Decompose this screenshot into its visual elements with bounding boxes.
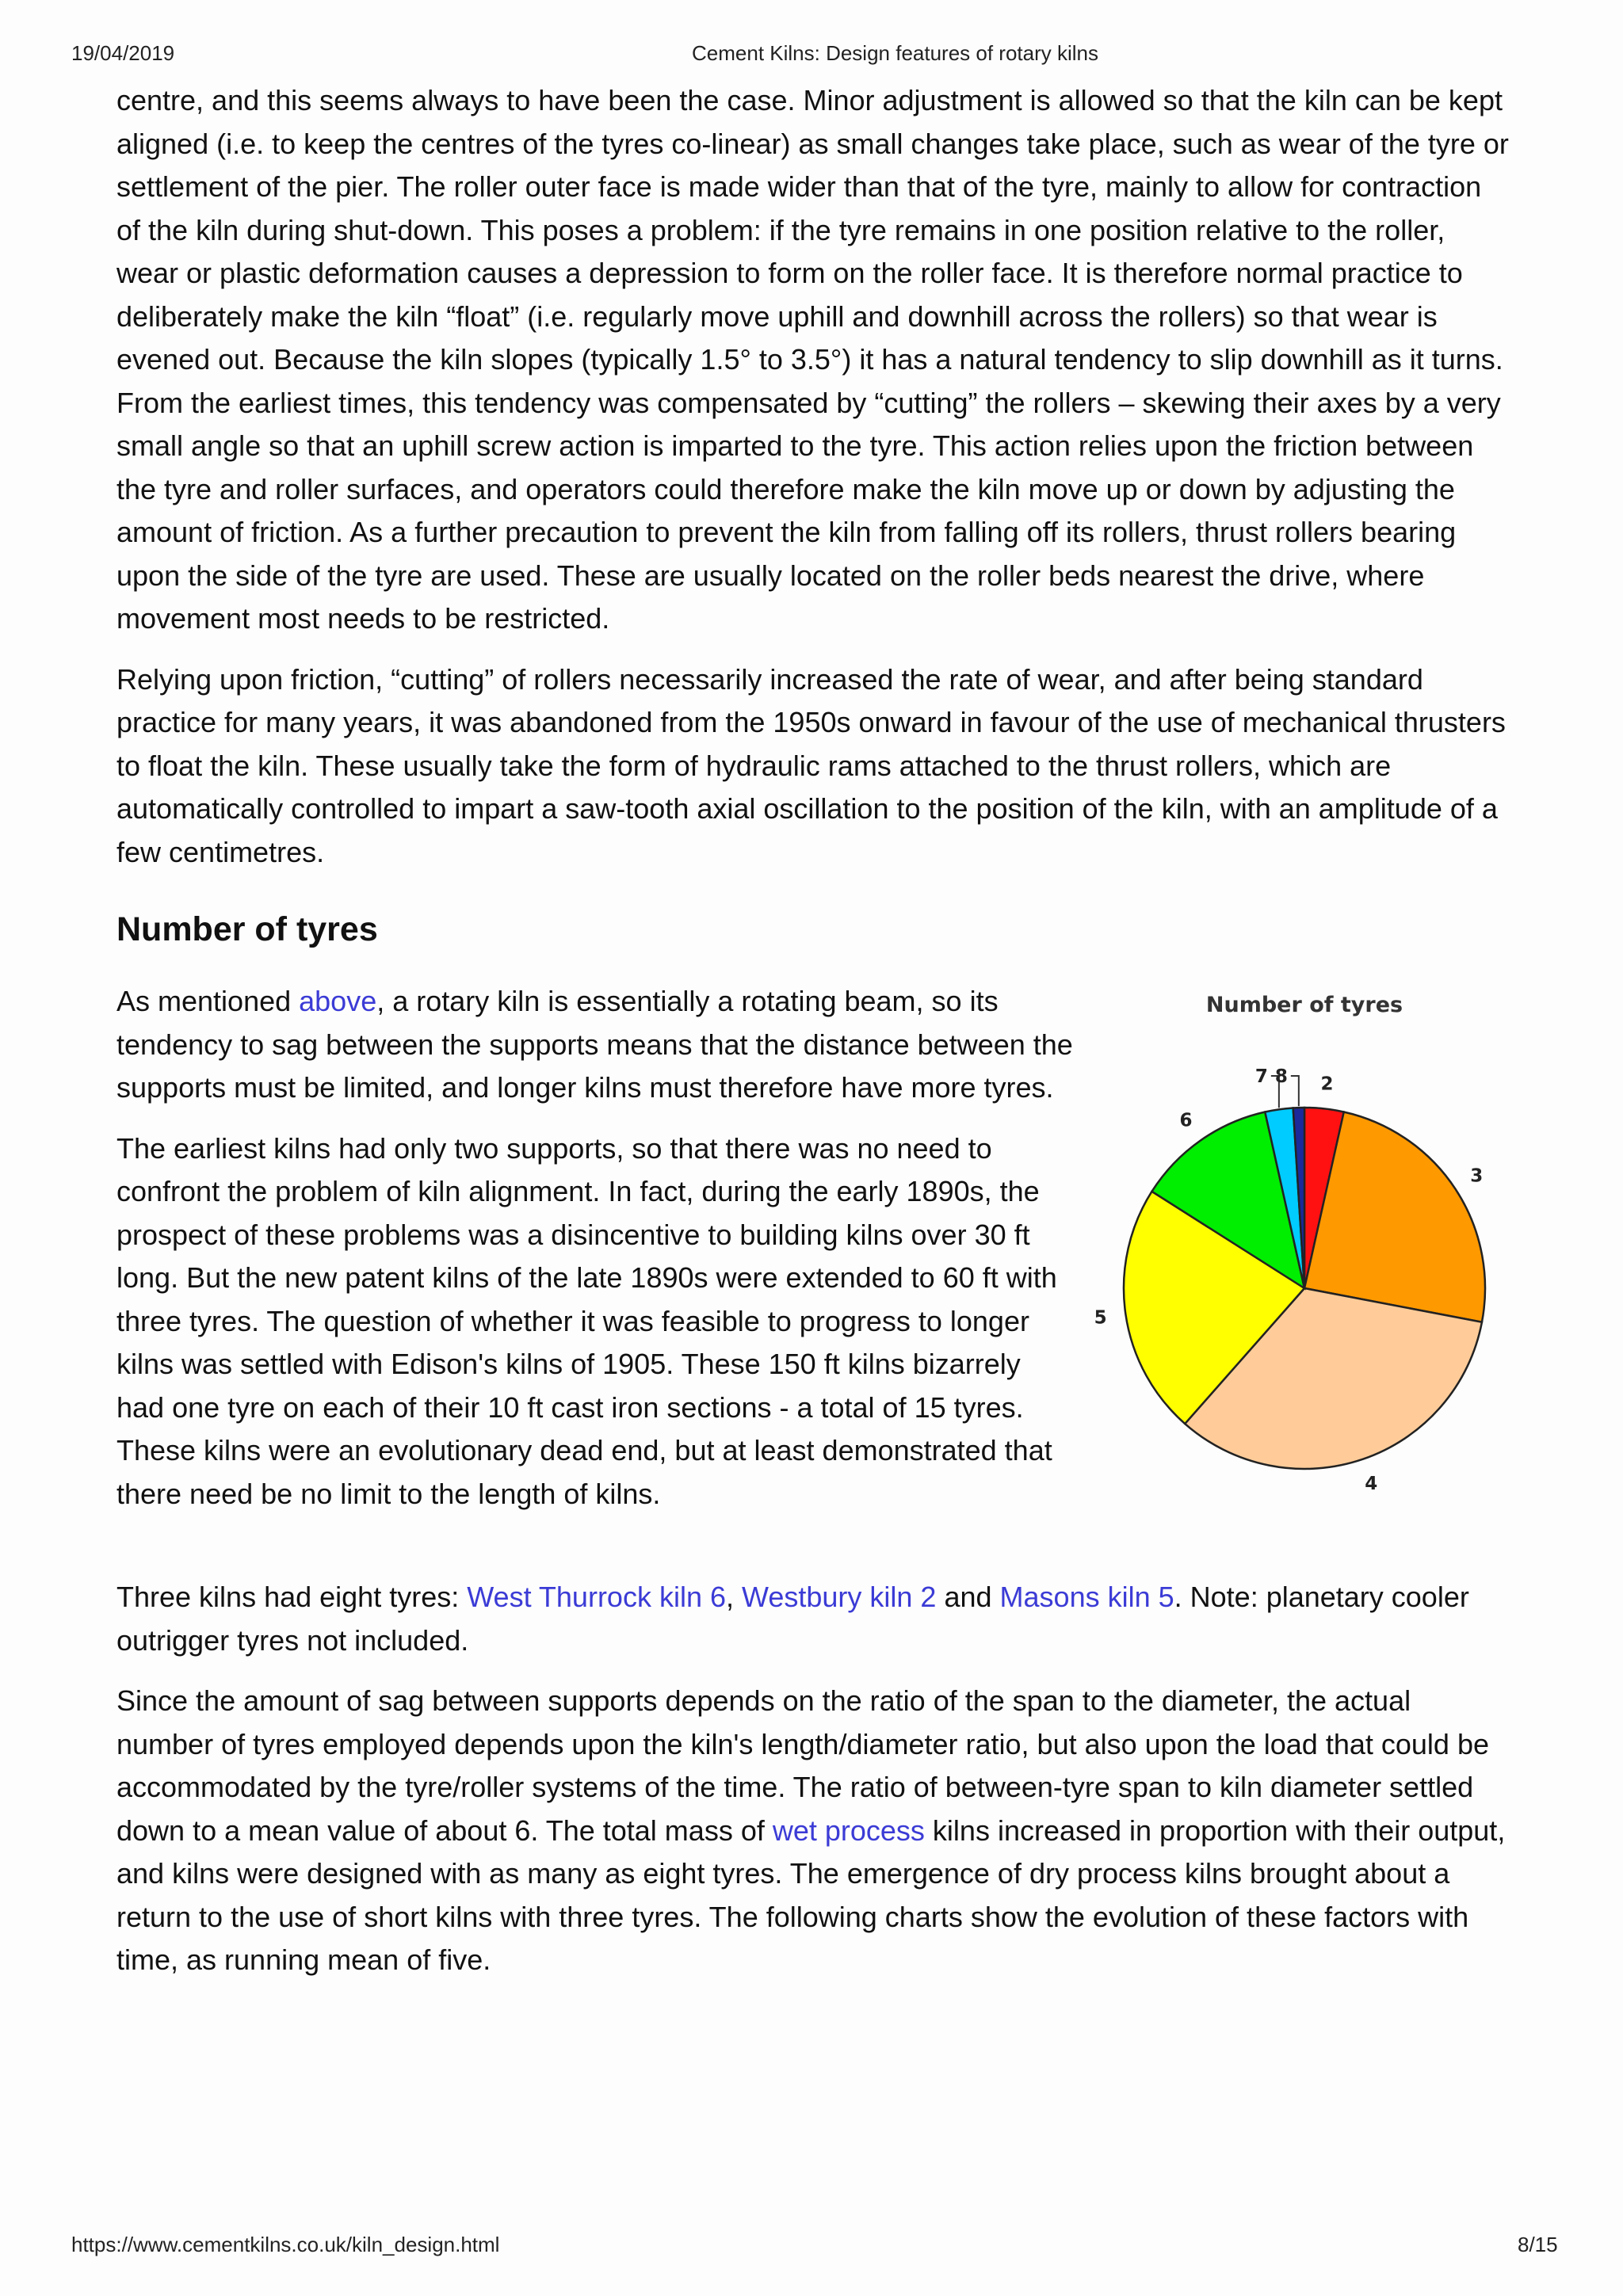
link-above[interactable]: above (299, 985, 377, 1017)
footer-page-number: 8/15 (1518, 2233, 1558, 2256)
tyres-section (116, 980, 1511, 1576)
pie-label-4: 4 (1365, 1473, 1378, 1494)
number-of-tyres-pie-chart (1094, 985, 1514, 1531)
link-west-thurrock-kiln-6[interactable]: West Thurrock kiln 6 (467, 1581, 726, 1613)
pie-label-6: 6 (1179, 1110, 1193, 1131)
pie-leader-line-8 (1291, 1076, 1299, 1106)
footer-url: https://www.cementkilns.co.uk/kiln_design.html (71, 2233, 500, 2256)
link-westbury-kiln-2[interactable]: Westbury kiln 2 (742, 1581, 937, 1613)
paragraph-sag-ratio (116, 1680, 1511, 1982)
pie-label-8: 8 (1274, 1066, 1288, 1087)
paragraph-earliest-kilns: The earliest kilns had only two supports, so that there was no need to confront the problem of kiln alignment. In fact, during the early 1890s, the prospect of these problems was a disincentive to building kilns over 30 ft long. But the new patent kilns of the late 1890s were extended to 60 ft with three tyres. The question of whether it was feasible to progress to longer kilns was settled with Edison's kilns of 1905. These 150 ft kilns bizarrely had one tyre on each of their 10 ft cast iron sections - a total of 15 tyres. These kilns were an evolutionary dead end, but at least demonstrated that there need be no limit to the length of kilns. (116, 1131, 1057, 1510)
text-fragment: Three kilns had eight tyres: (116, 1581, 468, 1613)
pie-label-7: 7 (1254, 1066, 1268, 1087)
link-wet-process[interactable]: wet process (772, 1814, 925, 1847)
pie-label-3: 3 (1470, 1165, 1484, 1187)
pie-label-2: 2 (1320, 1074, 1334, 1095)
paragraph-eight-tyres (116, 1576, 1511, 1662)
chart-title: Number of tyres (1205, 993, 1403, 1017)
paragraph-cutting-rollers: Relying upon friction, “cutting” of rollers necessarily increased the rate of wear, and after being standard practice for many years, it was abandoned from the 1950s onward in favour of the use of mechanical thrusters to float the kiln. These usually take the form of hydraulic rams attached to the thrust rollers, which are automatically controlled to impart a saw-tooth axial oscillation to the position of the kiln, with an amplitude of a few centimetres. (116, 662, 1506, 868)
tyres-text-column (116, 980, 1075, 1516)
text-fragment: As mentioned (116, 985, 300, 1017)
header-date: 19/04/2019 (71, 41, 175, 65)
section-heading-number-of-tyres: Number of tyres (116, 910, 378, 948)
paragraph-rotating-beam (116, 980, 1075, 1110)
text-fragment: , (726, 1581, 743, 1613)
header-title: Cement Kilns: Design features of rotary kilns (692, 41, 1098, 65)
text-fragment: . Note: planetary cooler outrigger tyres not included. (116, 1581, 1469, 1657)
link-masons-kiln-5[interactable]: Masons kiln 5 (999, 1581, 1174, 1613)
text-fragment: , a rotary kiln is essentially a rotating beam, so its tendency to sag between the supports means that the distance between the supports must be limited, and longer kilns must therefore have more tyres. (116, 985, 1073, 1104)
text-fragment: kilns increased in proportion with their output, and kilns were designed with as many as eight tyres. The emergence of dry process kilns brought about a return to the use of short kilns with three tyres. The following charts show the evolution of these factors with time, as running mean of five. (116, 1814, 1506, 1976)
text-fragment: Since the amount of sag between supports depends on the ratio of the span to the diameter, the actual number of tyres employed depends upon the kiln's length/diameter ratio, but also upon the load that could be accommodated by the tyre/roller systems of the time. The ratio of between-tyre span to kiln diameter settled down to a mean value of about 6. The total mass of (116, 1684, 1489, 1847)
article-body (116, 79, 1511, 1982)
paragraph-roller-alignment: centre, and this seems always to have been the case. Minor adjustment is allowed so that the kiln can be kept aligned (i.e. to keep the centres of the tyres co-linear) as small changes take place, such as wear of the tyre or settlement of the pier. The roller outer face is made wider than that of the tyre, mainly to allow for contraction of the kiln during shut-down. This poses a problem: if the tyre remains in one position relative to the roller, wear or plastic deformation causes a depression to form on the roller face. It is therefore normal practice to deliberately make the kiln “float” (i.e. regularly move uphill and downhill across the rollers) so that wear is evened out. Because the kiln slopes (typically 1.5° to 3.5°) it has a natural tendency to slip downhill as it turns. From the earliest times, this tendency was compensated by “cutting” the rollers – skewing their axes by a very small angle so that an uphill screw action is imparted to the tyre. This action relies upon the friction between the tyre and roller surfaces, and operators could therefore make the kiln move up or down by adjusting the amount of friction. As a further precaution to prevent the kiln from falling off its rollers, thrust rollers bearing upon the side of the tyre are used. These are usually located on the roller beds nearest the drive, where movement most needs to be restricted. (116, 84, 1509, 635)
text-fragment: and (936, 1581, 1000, 1613)
pie-label-5: 5 (1094, 1307, 1107, 1329)
